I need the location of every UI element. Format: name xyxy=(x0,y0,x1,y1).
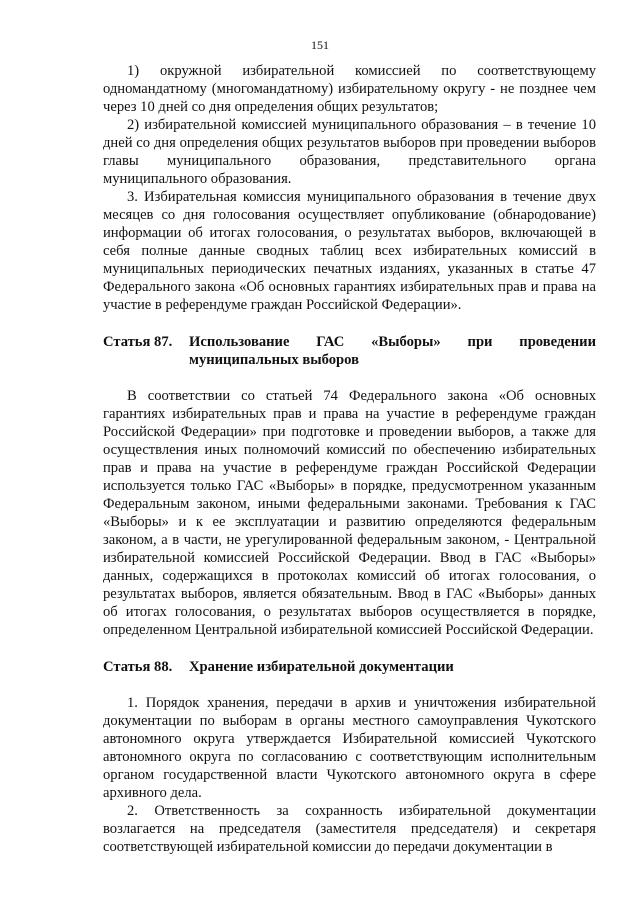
article-87-title: Использование ГАС «Выборы» при проведении муниципальных выборов xyxy=(189,334,596,368)
article-88-heading xyxy=(103,658,596,676)
article-87-paragraph: В соответствии со статьей 74 Федерального закона «Об основных гарантиях избирательных прав и права на участие в референдуме граждан Российской Федерации» при подготовке и проведении выборов, а также для осуществления иных полномочий комиссий по обеспечению избирательных прав и права на участие в референдуме граждан Российской Федерации используется только ГАС «Выборы» в порядке, предусмотренном указанным Федеральным законом, иными федеральными законами. Требования к ГАС «Выборы» и к ее эксплуатации и развитию определяются федеральным законом, а в части, не урегулированной федеральным законом, - Центральной избирательной комиссией Российской Федерации. Ввод в ГАС «Выборы» данных, содержащихся в протоколах комиссий об итогах голосования, о результатах выборов, является обязательным. Ввод в ГАС «Выборы» данных об итогах голосования, о результатах выборов осуществляется в порядке, определенном Центральной избирательной комиссией Российской Федерации. xyxy=(103,388,596,638)
paragraph-district-commission: 1) окружной избирательной комиссией по соответствующему одномандатному (многомандатному) избирательному округу - не позднее чем через 10 дней со дня определения общих результатов; xyxy=(103,63,596,115)
article-87-number: Статья 87. xyxy=(103,334,173,350)
article-88-number: Статья 88. xyxy=(103,659,173,675)
article-88-paragraph-1: 1. Порядок хранения, передачи в архив и уничтожения избирательной документации по выборам в органы местного самоуправления Чукотского автономного округа утверждается Избирательной комиссией Чукотского автономного округа по согласованию с соответствующим исполнительным органом государственной власти Чукотского автономного округа в сфере архивного дела. xyxy=(103,695,596,801)
paragraph-municipal-commission: 2) избирательной комиссией муниципального образования – в течение 10 дней со дня определения общих результатов выборов при проведении выборов главы муниципального образования, представительного органа муниципального образования. xyxy=(103,117,596,187)
article-88-title: Хранение избирательной документации xyxy=(189,659,454,675)
paragraph-publication: 3. Избирательная комиссия муниципального образования в течение двух месяцев со дня голосования осуществляет опубликование (обнародование) информации об итогах голосования, о результатах выборов, включающей в себя полные данные сводных таблиц всех избирательных комиссий в муниципальных периодических печатных изданиях, указанных в статье 47 Федерального закона «Об основных гарантиях избирательных прав и права на участие в референдуме граждан Российской Федерации». xyxy=(103,189,596,313)
article-88-paragraph-2: 2. Ответственность за сохранность избирательной документации возлагается на председателя (заместителя председателя) и секретаря соответствующей избирательной комиссии до передачи документации в xyxy=(103,803,596,855)
page-number: 151 xyxy=(311,38,329,52)
article-87-heading xyxy=(103,333,596,369)
page-content xyxy=(103,62,596,856)
